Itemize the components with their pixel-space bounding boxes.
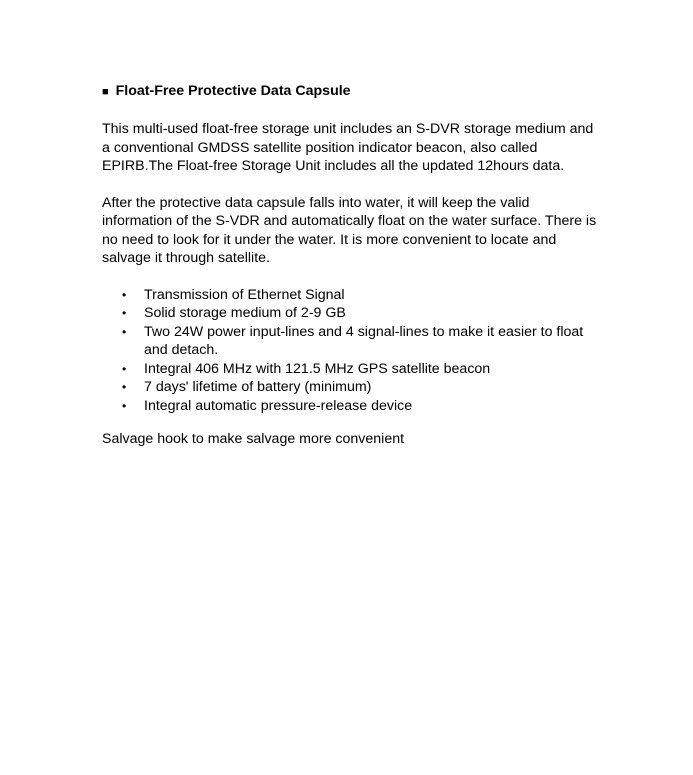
list-item bbox=[102, 323, 602, 360]
list-item-text: Integral 406 MHz with 121.5 MHz GPS satellite beacon bbox=[144, 360, 491, 377]
section-title: Float-Free Protective Data Capsule bbox=[115, 83, 351, 99]
bullet-icon: • bbox=[122, 306, 127, 320]
bullet-icon: • bbox=[122, 398, 127, 413]
bullet-icon: • bbox=[122, 287, 127, 302]
list-item-text: Transmission of Ethernet Signal bbox=[144, 286, 345, 303]
intro-paragraph: This multi-used float-free storage unit includes an S-DVR storage medium and a conventional GMDSS satellite position indicator beacon, also called EPIRB.The Float-free Storage Unit includes all the updated 12hours data. bbox=[102, 121, 594, 174]
list-item-text: Two 24W power input-lines and 4 signal-lines to make it easier to float and detach. bbox=[144, 323, 584, 358]
square-bullet-icon: ■ bbox=[102, 86, 109, 98]
list-item-text: 7 days' lifetime of battery (minimum) bbox=[144, 379, 372, 395]
bullet-icon: • bbox=[122, 324, 127, 339]
closing-paragraph: Salvage hook to make salvage more convenient bbox=[102, 431, 405, 447]
list-item bbox=[102, 286, 602, 305]
list-item bbox=[102, 397, 602, 416]
list-item bbox=[102, 378, 602, 397]
document-page bbox=[102, 82, 602, 449]
description-paragraph: After the protective data capsule falls into water, it will keep the valid information of the S-VDR and automatically float on the water surface. There is no need to look for it under the water. It is more convenient to locate and salvage it through satellite. bbox=[102, 194, 597, 266]
list-item-text: Solid storage medium of 2-9 GB bbox=[144, 305, 346, 321]
feature-list bbox=[102, 286, 602, 416]
section-heading bbox=[102, 82, 602, 102]
bullet-icon: • bbox=[122, 361, 127, 376]
list-item bbox=[102, 304, 602, 323]
list-item bbox=[102, 360, 602, 379]
list-item-text: Integral automatic pressure-release device bbox=[144, 397, 413, 414]
bullet-icon: • bbox=[122, 380, 127, 394]
